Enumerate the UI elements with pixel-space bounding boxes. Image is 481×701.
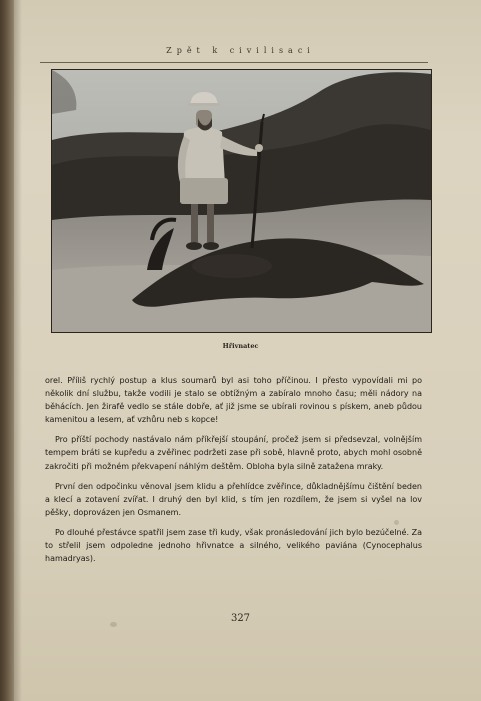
paragraph: První den odpočinku věnoval jsem klidu a přehlídce zvěřince, důkladnějšímu čištění beden a klecí a zotavení zvířat. I druhý den byl klid, s tím jen rozdílem, že jsem si vyšel na lov pěšky, doprovázen jen Osmanem. xyxy=(45,481,422,517)
paragraph: orel. Příliš rychlý postup a klus soumarů byl asi toho příčinou. I přesto vypovídali mi po několik dní službu, takže vodili je stalo se obtížným a zabíralo mnoho času; měli nádory na běhácích. Jen žirafě vedlo se stále dobře, ať již jsme se ubírali rovinou s pískem, aneb půdou kamenitou a lesem, ať vzhůru neb s kopce! xyxy=(45,376,422,425)
paragraph: Pro příští pochody nastávalo nám příkřejší stoupání, pročež jsem si předsevzal, volnějším tempem bráti se kupředu a zvěřinec podržeti zase při sobě, hlavně proto, abych mohl osobně zakročiti při možném překvapení náhlým deštěm. Obloha byla silně zatažena mraky. xyxy=(45,435,422,471)
paragraph: Po dlouhé přestávce spatřil jsem zase tři kudy, však pronásledování jich bylo bezúčelné. Za to střelil jsem odpoledne jednoho hřivnatce a silného, velikého paviána (Cynocephalus hamadryas). xyxy=(45,527,422,564)
body-text xyxy=(45,374,422,572)
photo-caption: Hřivnatec xyxy=(222,342,259,350)
hunting-photograph xyxy=(51,69,432,333)
running-head: Zpět k civilisaci xyxy=(166,46,315,55)
page-number: 327 xyxy=(230,613,251,624)
binding-shadow xyxy=(0,0,22,701)
header-rule xyxy=(40,62,428,63)
photograph-illustration xyxy=(52,70,431,332)
